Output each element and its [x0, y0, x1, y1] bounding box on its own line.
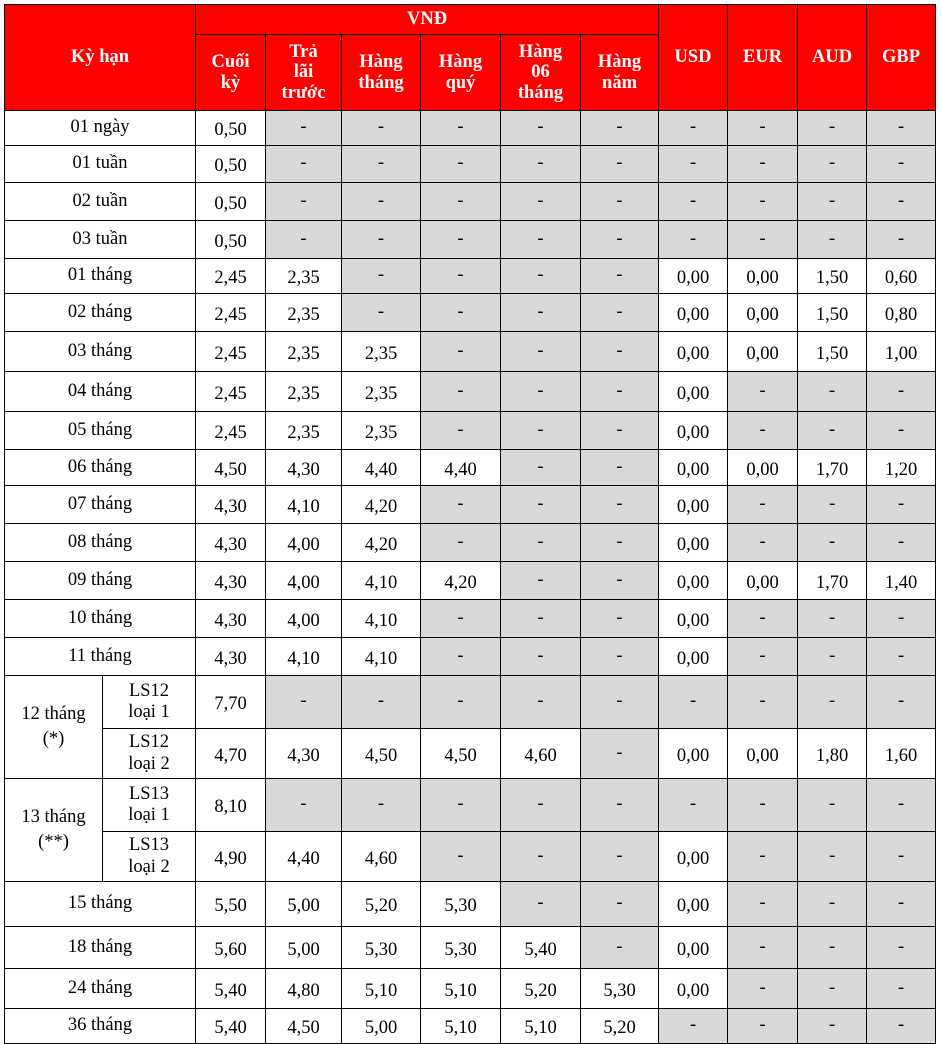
rate-cell: - [501, 524, 581, 562]
rate-cell: - [581, 294, 659, 332]
rate-cell: - [581, 832, 659, 882]
rate-cell: 0,00 [659, 600, 728, 638]
rate-cell: 0,00 [659, 486, 728, 524]
rate-cell: 4,50 [342, 729, 421, 779]
table-row [5, 676, 936, 729]
table-row [5, 969, 936, 1009]
rate-cell: - [581, 882, 659, 927]
rate-cell: - [728, 832, 798, 882]
rate-cell: - [501, 412, 581, 450]
rate-cell: 4,60 [342, 832, 421, 882]
table-row [5, 729, 936, 779]
rate-cell: 4,30 [266, 729, 342, 779]
rate-cell: 0,60 [867, 259, 936, 294]
table-row [5, 450, 936, 486]
rate-cell: - [581, 183, 659, 221]
rate-cell: - [867, 676, 936, 729]
rate-cell: - [342, 183, 421, 221]
table-row [5, 259, 936, 294]
rate-cell: - [581, 676, 659, 729]
table-row [5, 779, 936, 832]
rate-cell: - [581, 927, 659, 969]
rate-cell: - [581, 372, 659, 412]
rate-cell: 5,00 [266, 927, 342, 969]
rate-cell: - [798, 882, 867, 927]
rate-cell: - [867, 832, 936, 882]
rate-cell: 2,35 [266, 259, 342, 294]
rate-cell: 4,50 [196, 450, 266, 486]
rate-cell: 2,45 [196, 294, 266, 332]
table-header [5, 5, 936, 111]
rate-cell: - [501, 562, 581, 600]
rate-cell: - [728, 412, 798, 450]
table-row [5, 146, 936, 183]
rate-cell: - [867, 882, 936, 927]
rate-cell: - [728, 221, 798, 259]
rate-cell: 0,50 [196, 111, 266, 146]
rate-cell: - [501, 221, 581, 259]
rate-cell: - [728, 183, 798, 221]
rate-cell: 2,35 [266, 332, 342, 372]
rate-cell: - [728, 146, 798, 183]
rate-cell: - [581, 729, 659, 779]
rate-cell: - [501, 638, 581, 676]
rate-cell: - [266, 221, 342, 259]
term-label: 11 tháng [5, 638, 196, 676]
rate-cell: 2,35 [266, 412, 342, 450]
rate-cell: 5,40 [196, 969, 266, 1009]
table-row [5, 600, 936, 638]
rate-cell: - [342, 146, 421, 183]
rate-cell: - [728, 600, 798, 638]
rate-cell: 4,80 [266, 969, 342, 1009]
rate-cell: - [659, 779, 728, 832]
rate-cell: 5,60 [196, 927, 266, 969]
term-label: 08 tháng [5, 524, 196, 562]
interest-rate-table [4, 4, 936, 1044]
rate-cell: 4,50 [266, 1009, 342, 1044]
rate-cell: - [266, 183, 342, 221]
rate-cell: 8,10 [196, 779, 266, 832]
rate-cell: 5,30 [581, 969, 659, 1009]
rate-cell: 1,80 [798, 729, 867, 779]
rate-cell: - [659, 183, 728, 221]
rate-cell: 5,50 [196, 882, 266, 927]
rate-cell: - [798, 183, 867, 221]
rate-cell: - [501, 882, 581, 927]
rate-cell: - [798, 927, 867, 969]
rate-cell: 5,30 [421, 927, 501, 969]
rate-cell: 1,50 [798, 332, 867, 372]
rate-cell: - [659, 146, 728, 183]
rate-cell: 2,45 [196, 332, 266, 372]
rate-cell: - [867, 1009, 936, 1044]
rate-cell: 2,35 [266, 294, 342, 332]
table-row [5, 372, 936, 412]
rate-cell: - [728, 927, 798, 969]
rate-cell: 0,00 [659, 562, 728, 600]
rate-cell: 5,30 [421, 882, 501, 927]
rate-cell: 4,40 [421, 450, 501, 486]
rate-cell: 4,30 [196, 524, 266, 562]
rate-cell: - [501, 676, 581, 729]
rate-cell: - [728, 1009, 798, 1044]
table-row [5, 1009, 936, 1044]
rate-cell: - [798, 1009, 867, 1044]
rate-cell: - [501, 486, 581, 524]
rate-cell: 0,00 [728, 332, 798, 372]
rate-cell: 5,00 [266, 882, 342, 927]
rate-cell: 4,30 [196, 638, 266, 676]
table-row [5, 111, 936, 146]
rate-cell: 4,70 [196, 729, 266, 779]
rate-cell: - [798, 372, 867, 412]
rate-cell: - [581, 486, 659, 524]
term-label: 07 tháng [5, 486, 196, 524]
rate-cell: - [501, 259, 581, 294]
term-group-label: 13 tháng (**) [5, 779, 103, 882]
header-hang-nam: Hàng năm [581, 35, 659, 111]
rate-cell: - [421, 779, 501, 832]
rate-cell: - [728, 638, 798, 676]
term-label: 15 tháng [5, 882, 196, 927]
rate-cell: - [798, 221, 867, 259]
table-body [5, 111, 936, 1044]
rate-cell: - [501, 146, 581, 183]
rate-cell: - [581, 221, 659, 259]
term-label: 05 tháng [5, 412, 196, 450]
header-term: Kỳ hạn [5, 5, 196, 111]
rate-cell: - [798, 832, 867, 882]
rate-cell: - [421, 676, 501, 729]
rate-cell: - [659, 221, 728, 259]
table-row [5, 412, 936, 450]
rate-cell: - [581, 524, 659, 562]
rate-cell: - [421, 146, 501, 183]
rate-cell: - [342, 221, 421, 259]
rate-cell: - [581, 600, 659, 638]
rate-cell: - [266, 111, 342, 146]
table-row [5, 832, 936, 882]
rate-cell: 0,00 [659, 294, 728, 332]
rate-cell: - [581, 562, 659, 600]
rate-cell: - [342, 294, 421, 332]
rate-cell: - [342, 259, 421, 294]
rate-cell: 4,30 [266, 450, 342, 486]
rate-cell: 0,00 [659, 729, 728, 779]
rate-cell: - [867, 221, 936, 259]
rate-cell: 4,10 [342, 562, 421, 600]
rate-cell: - [421, 524, 501, 562]
rate-cell: - [342, 676, 421, 729]
rate-cell: 4,00 [266, 524, 342, 562]
header-tra-lai-truoc: Trả lãi trước [266, 35, 342, 111]
rate-cell: 0,00 [659, 638, 728, 676]
rate-cell: - [867, 779, 936, 832]
rate-cell: 5,10 [421, 969, 501, 1009]
rate-cell: - [798, 524, 867, 562]
header-hang-quy: Hàng quý [421, 35, 501, 111]
table-row [5, 562, 936, 600]
rate-cell: - [421, 832, 501, 882]
rate-cell: 4,00 [266, 562, 342, 600]
rate-cell: - [421, 638, 501, 676]
term-label: 18 tháng [5, 927, 196, 969]
rate-cell: - [501, 779, 581, 832]
rate-cell: - [581, 259, 659, 294]
table-row [5, 882, 936, 927]
rate-cell: - [728, 111, 798, 146]
table-row [5, 183, 936, 221]
rate-cell: 4,10 [342, 638, 421, 676]
rate-cell: 0,00 [728, 259, 798, 294]
rate-cell: 7,70 [196, 676, 266, 729]
rate-cell: 1,60 [867, 729, 936, 779]
rate-cell: 0,00 [728, 729, 798, 779]
rate-cell: - [728, 486, 798, 524]
header-eur: EUR [728, 5, 798, 111]
rate-cell: 4,50 [421, 729, 501, 779]
rate-cell: - [421, 259, 501, 294]
header-vnd: VNĐ [196, 5, 659, 35]
rate-cell: - [581, 332, 659, 372]
rate-cell: 2,35 [342, 412, 421, 450]
rate-cell: 0,00 [659, 412, 728, 450]
rate-cell: - [728, 676, 798, 729]
term-sub-label: LS12 loại 2 [103, 729, 196, 779]
term-label: 01 tuần [5, 146, 196, 183]
rate-cell: - [501, 600, 581, 638]
rate-cell: - [421, 111, 501, 146]
rate-cell: - [728, 779, 798, 832]
rate-cell: - [798, 638, 867, 676]
rate-cell: - [501, 111, 581, 146]
rate-cell: 5,30 [342, 927, 421, 969]
rate-cell: 4,30 [196, 562, 266, 600]
rate-cell: 2,45 [196, 259, 266, 294]
rate-cell: 4,90 [196, 832, 266, 882]
rate-cell: 0,80 [867, 294, 936, 332]
rate-cell: - [867, 183, 936, 221]
rate-cell: 5,10 [342, 969, 421, 1009]
rate-cell: - [501, 372, 581, 412]
rate-cell: 4,10 [342, 600, 421, 638]
rate-cell: 0,00 [659, 332, 728, 372]
rate-cell: 0,00 [659, 882, 728, 927]
rate-cell: 0,00 [728, 294, 798, 332]
rate-cell: 1,20 [867, 450, 936, 486]
table-row [5, 524, 936, 562]
rate-cell: - [798, 676, 867, 729]
rate-cell: - [867, 927, 936, 969]
rate-cell: 4,10 [266, 638, 342, 676]
table-row [5, 927, 936, 969]
rate-cell: 4,20 [342, 486, 421, 524]
rate-cell: - [728, 882, 798, 927]
table-row [5, 638, 936, 676]
rate-cell: - [728, 524, 798, 562]
rate-cell: 0,00 [659, 259, 728, 294]
term-label: 02 tuần [5, 183, 196, 221]
rate-cell: - [421, 600, 501, 638]
rate-cell: - [867, 600, 936, 638]
rate-cell: - [266, 779, 342, 832]
term-group-label: 12 tháng (*) [5, 676, 103, 779]
rate-cell: - [581, 638, 659, 676]
rate-cell: 2,35 [266, 372, 342, 412]
rate-cell: - [266, 146, 342, 183]
term-label: 01 ngày [5, 111, 196, 146]
rate-cell: - [501, 450, 581, 486]
rate-cell: 0,00 [659, 450, 728, 486]
rate-cell: - [867, 638, 936, 676]
rate-cell: - [421, 412, 501, 450]
rate-cell: - [659, 1009, 728, 1044]
rate-cell: 4,00 [266, 600, 342, 638]
rate-cell: 1,50 [798, 294, 867, 332]
rate-cell: - [867, 524, 936, 562]
rate-cell: 0,00 [659, 524, 728, 562]
rate-cell: - [867, 111, 936, 146]
rate-cell: - [421, 486, 501, 524]
rate-cell: - [501, 294, 581, 332]
rate-cell: - [581, 779, 659, 832]
header-gbp: GBP [867, 5, 936, 111]
table-row [5, 486, 936, 524]
rate-cell: 5,20 [581, 1009, 659, 1044]
rate-cell: 2,35 [342, 372, 421, 412]
rate-cell: 0,00 [659, 832, 728, 882]
rate-cell: 5,20 [501, 969, 581, 1009]
rate-cell: 4,20 [342, 524, 421, 562]
rate-cell: 0,50 [196, 221, 266, 259]
header-cuoi-ky: Cuối kỳ [196, 35, 266, 111]
rate-cell: 0,00 [728, 562, 798, 600]
rate-cell: - [659, 111, 728, 146]
table-row [5, 294, 936, 332]
rate-cell: 4,60 [501, 729, 581, 779]
rate-cell: 1,70 [798, 562, 867, 600]
rate-cell: - [867, 969, 936, 1009]
header-aud: AUD [798, 5, 867, 111]
rate-cell: - [867, 146, 936, 183]
rate-cell: - [501, 832, 581, 882]
rate-cell: 4,20 [421, 562, 501, 600]
term-sub-label: LS13 loại 2 [103, 832, 196, 882]
rate-cell: - [867, 412, 936, 450]
rate-cell: 0,00 [728, 450, 798, 486]
rate-cell: - [581, 146, 659, 183]
rate-cell: - [581, 111, 659, 146]
rate-cell: - [798, 111, 867, 146]
rate-cell: - [421, 294, 501, 332]
rate-cell: 0,50 [196, 183, 266, 221]
term-sub-label: LS12 loại 1 [103, 676, 196, 729]
rate-cell: 4,30 [196, 600, 266, 638]
rate-cell: 4,40 [342, 450, 421, 486]
rate-cell: - [659, 676, 728, 729]
rate-cell: 0,00 [659, 927, 728, 969]
rate-cell: - [581, 412, 659, 450]
rate-cell: 5,20 [342, 882, 421, 927]
rate-cell: 4,30 [196, 486, 266, 524]
rate-cell: 2,35 [342, 332, 421, 372]
rate-cell: 1,40 [867, 562, 936, 600]
term-label: 24 tháng [5, 969, 196, 1009]
rate-cell: 5,10 [501, 1009, 581, 1044]
term-label: 03 tháng [5, 332, 196, 372]
rate-cell: - [798, 969, 867, 1009]
rate-cell: - [867, 486, 936, 524]
rate-cell: 0,00 [659, 372, 728, 412]
rate-cell: - [798, 779, 867, 832]
header-hang-thang: Hàng tháng [342, 35, 421, 111]
rate-cell: 1,70 [798, 450, 867, 486]
term-sub-label: LS13 loại 1 [103, 779, 196, 832]
header-hang-06-thang: Hàng 06 tháng [501, 35, 581, 111]
rate-cell: - [266, 676, 342, 729]
rate-cell: - [867, 372, 936, 412]
term-label: 03 tuần [5, 221, 196, 259]
rate-cell: - [421, 221, 501, 259]
header-usd: USD [659, 5, 728, 111]
rate-cell: 4,10 [266, 486, 342, 524]
term-label: 09 tháng [5, 562, 196, 600]
rate-cell: - [501, 332, 581, 372]
rate-cell: - [421, 183, 501, 221]
rate-cell: - [798, 486, 867, 524]
term-label: 36 tháng [5, 1009, 196, 1044]
rate-cell: 2,45 [196, 412, 266, 450]
table-row [5, 332, 936, 372]
rate-cell: 1,50 [798, 259, 867, 294]
term-label: 04 tháng [5, 372, 196, 412]
rate-cell: - [798, 600, 867, 638]
term-label: 01 tháng [5, 259, 196, 294]
rate-cell: - [728, 372, 798, 412]
term-label: 06 tháng [5, 450, 196, 486]
rate-cell: - [342, 111, 421, 146]
rate-cell: 5,10 [421, 1009, 501, 1044]
rate-cell: - [501, 183, 581, 221]
rate-cell: 5,40 [196, 1009, 266, 1044]
rate-cell: 2,45 [196, 372, 266, 412]
rate-cell: 0,50 [196, 146, 266, 183]
rate-cell: 5,00 [342, 1009, 421, 1044]
table-row [5, 221, 936, 259]
term-label: 02 tháng [5, 294, 196, 332]
rate-cell: 1,00 [867, 332, 936, 372]
rate-cell: - [798, 146, 867, 183]
rate-cell: - [581, 450, 659, 486]
rate-cell: - [342, 779, 421, 832]
rate-cell: 0,00 [659, 969, 728, 1009]
term-label: 10 tháng [5, 600, 196, 638]
rate-cell: - [421, 332, 501, 372]
rate-cell: 4,40 [266, 832, 342, 882]
rate-cell: 5,40 [501, 927, 581, 969]
rate-cell: - [728, 969, 798, 1009]
rate-cell: - [798, 412, 867, 450]
rate-cell: - [421, 372, 501, 412]
